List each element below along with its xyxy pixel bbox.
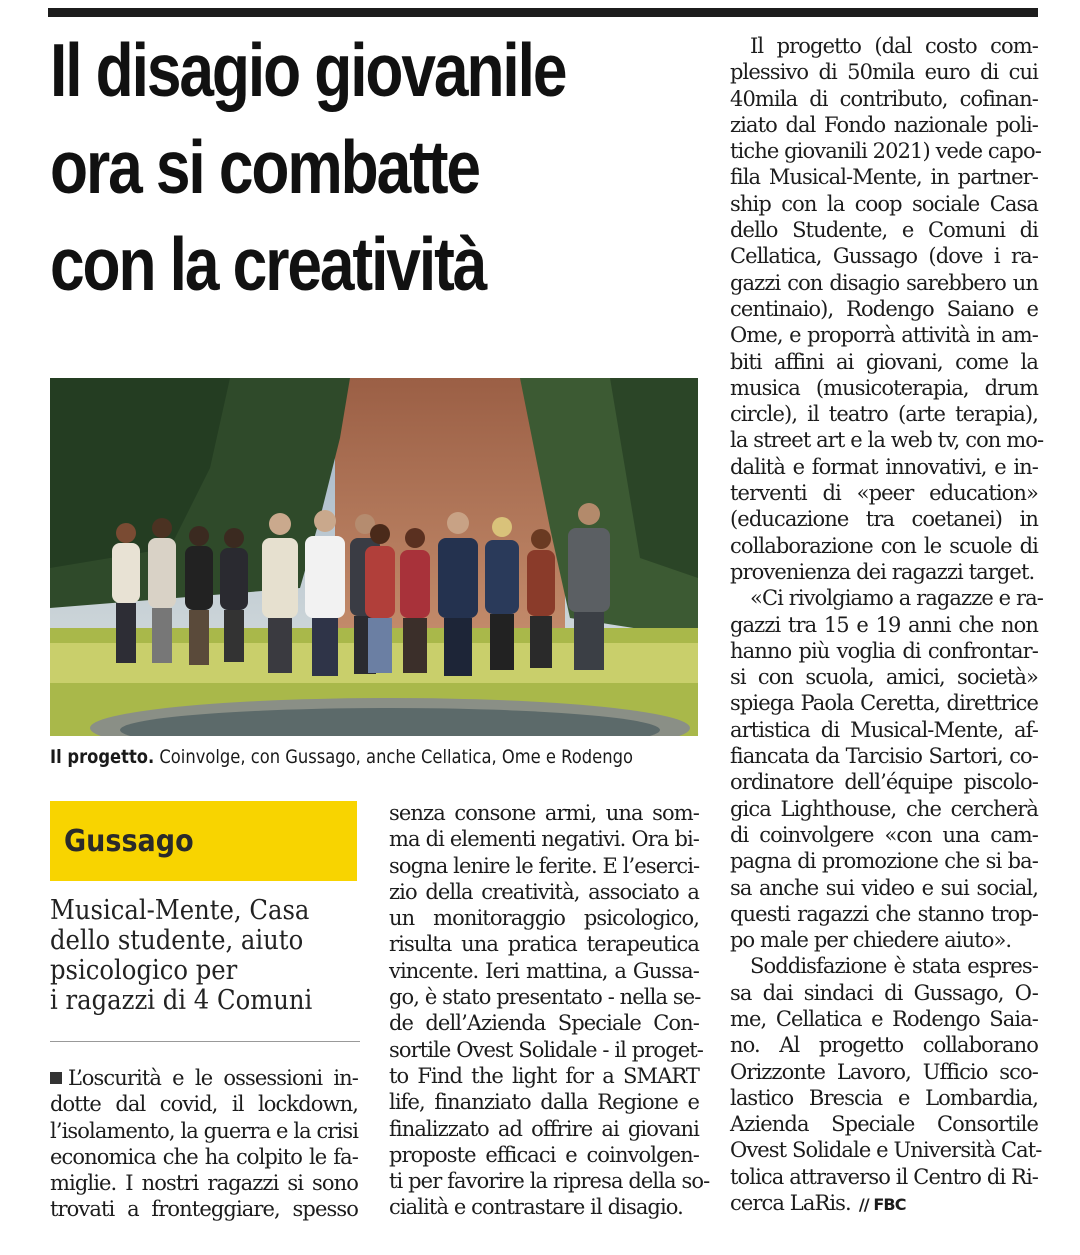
- article-text: l’isolamento, la guerra e la crisi: [50, 1118, 359, 1143]
- article-text: go, è stato presentato - nella se-: [389, 985, 701, 1010]
- article-text: terventi di «peer education»: [730, 481, 1038, 506]
- article-text-line: [730, 138, 1041, 164]
- article-text-line: [389, 800, 699, 826]
- article-text: economica che ha colpito le fa-: [50, 1144, 358, 1169]
- article-text-line: [730, 243, 1038, 269]
- caption-text: Coinvolge, con Gussago, anche Cellatica, Ome e Rodengo: [154, 746, 633, 768]
- article-text-line: [730, 612, 1038, 638]
- article-text-line: [50, 1118, 358, 1144]
- article-text: ship con la coop sociale Casa: [730, 191, 1038, 216]
- article-text: hanno più voglia di confrontar-: [730, 638, 1038, 663]
- headline-line: con la creatività: [50, 222, 486, 306]
- article-text: fila Musical-Mente, in partner-: [730, 165, 1038, 190]
- article-text-line: [730, 480, 1038, 506]
- section-kicker: [50, 801, 357, 881]
- article-text-line: [389, 1116, 699, 1142]
- article-text-line: [389, 905, 699, 931]
- article-text-line: [50, 1091, 358, 1117]
- article-text-line: [730, 1190, 1038, 1218]
- article-text: sa dai sindaci di Gussago, O-: [730, 980, 1038, 1005]
- article-text-line: [730, 796, 1038, 822]
- article-text: life, finanziato dalla Regione e: [389, 1090, 699, 1115]
- article-text: gazzi con disagio sarebbero un: [730, 270, 1038, 295]
- article-text-line: [730, 980, 1038, 1006]
- article-text: gazzi tra 15 e 19 anni che non: [730, 612, 1038, 637]
- article-text: zio della creatività, associato a: [389, 879, 699, 904]
- article-text-line: [730, 401, 1038, 427]
- article-text: si con scuola, amici, società»: [730, 665, 1038, 690]
- article-text: biti affini ai giovani, come la: [730, 349, 1038, 374]
- article-text: artistica di Musical-Mente, af-: [730, 717, 1038, 742]
- article-text-line: [389, 958, 699, 984]
- article-text-line: [730, 559, 1038, 585]
- article-text-line: [730, 296, 1038, 322]
- article-text-line: [730, 1164, 1038, 1190]
- article-text: L’oscurità e le ossessioni in-: [68, 1066, 358, 1090]
- article-text-line: [730, 743, 1038, 769]
- bullet-square-icon: [50, 1072, 62, 1084]
- author-signature: // FBC: [858, 1195, 906, 1215]
- subhead-line: i ragazzi di 4 Comuni: [50, 985, 313, 1016]
- article-text-line: [389, 1063, 699, 1089]
- article-text: me, Cellatica e Rodengo Saia-: [730, 1006, 1038, 1031]
- article-text: spiega Paola Ceretta, direttrice: [730, 691, 1038, 716]
- article-text: miglie. I nostri ragazzi si sono: [50, 1171, 358, 1196]
- article-text-line: [730, 349, 1038, 375]
- article-text-line: [730, 585, 1043, 611]
- article-text: Cellatica, Gussago (dove i ra-: [730, 244, 1038, 269]
- article-text-line: [389, 1168, 710, 1194]
- article-text-line: [50, 1170, 358, 1196]
- article-text: de dell’Azienda Speciale Con-: [389, 1011, 699, 1036]
- article-text: collaborazione con le scuole di: [730, 533, 1038, 558]
- article-text: dalità e format innovativi, e in-: [730, 454, 1038, 479]
- article-column-1: [50, 1065, 358, 1223]
- article-text-line: [730, 454, 1038, 480]
- article-text-line: [730, 1085, 1038, 1111]
- article-text-line: [730, 690, 1038, 716]
- article-text-line: [730, 427, 1044, 453]
- article-text-line: [730, 1059, 1038, 1085]
- caption-lead: Il progetto.: [50, 746, 155, 768]
- article-text-line: [50, 1065, 358, 1091]
- article-column-2: [389, 800, 710, 1221]
- article-text-line: [730, 638, 1038, 664]
- article-text: Soddisfazione è stata espres-: [750, 954, 1038, 979]
- article-text-line: [389, 1037, 703, 1063]
- article-text: to Find the light for a SMART: [389, 1063, 699, 1088]
- article-text-line: [389, 853, 699, 879]
- article-column-3: [730, 33, 1044, 1218]
- article-text: sa anche sui video e sui social,: [730, 875, 1038, 900]
- article-text: sogna lenire le ferite. E l’eserci-: [389, 853, 700, 878]
- article-text-line: [389, 931, 699, 957]
- subhead-line: psicologico per: [50, 955, 238, 986]
- article-text: provenienza dei ragazzi target.: [730, 559, 1035, 584]
- article-text: cialità e contrastare il disagio.: [389, 1195, 683, 1220]
- headline-line: Il disagio giovanile: [50, 28, 566, 112]
- article-text-line: [730, 664, 1038, 690]
- article-text-line: [730, 270, 1038, 296]
- article-text: di coinvolgere «con una cam-: [730, 822, 1038, 847]
- photo-caption: [50, 744, 633, 770]
- article-text-line: [730, 164, 1038, 190]
- article-text: sortile Ovest Solidale - il proget-: [389, 1037, 703, 1062]
- article-text: vincente. Ieri mattina, a Gussa-: [389, 958, 699, 983]
- article-text-line: [730, 822, 1038, 848]
- article-text: dotte dal covid, il lockdown,: [50, 1092, 358, 1117]
- article-text: gica Lighthouse, che cercherà: [730, 796, 1038, 821]
- subhead-line: dello studente, aiuto: [50, 925, 304, 956]
- article-text: pagna di promozione che si ba-: [730, 849, 1038, 874]
- article-text-line: [730, 217, 1038, 243]
- article-text: dello Studente, e Comuni di: [730, 218, 1038, 243]
- headline-line: ora si combatte: [50, 125, 479, 209]
- article-text-line: [730, 33, 1038, 59]
- article-text: cerca LaRis.: [730, 1191, 851, 1216]
- article-text-line: [730, 769, 1038, 795]
- article-text: 40mila di contributo, cofinan-: [730, 86, 1038, 111]
- article-text: centinaio), Rodengo Saiano e: [730, 296, 1038, 321]
- article-text-line: [730, 927, 1038, 953]
- article-text-line: [389, 879, 699, 905]
- article-text: (educazione tra coetanei) in: [730, 507, 1038, 532]
- article-text: Ovest Solidale e Università Cat-: [730, 1138, 1042, 1163]
- article-text-line: [730, 717, 1038, 743]
- article-text-line: [730, 506, 1038, 532]
- article-text: Orizzonte Lavoro, Ufficio sco-: [730, 1059, 1038, 1084]
- top-rule: [48, 8, 1038, 17]
- article-text: Ome, e proporrà attività in am-: [730, 323, 1038, 348]
- headline: [50, 22, 598, 313]
- article-text: ordinatore dell’équipe piscolo-: [730, 770, 1038, 795]
- subhead-line: Musical-Mente, Casa: [50, 895, 310, 926]
- article-text: trovati a fronteggiare, spesso: [50, 1197, 358, 1222]
- article-text: tiche giovanili 2021) vede capo-: [730, 139, 1041, 164]
- article-text: circle), il teatro (arte terapia),: [730, 402, 1038, 427]
- article-text-line: [389, 984, 699, 1010]
- article-text-line: [730, 375, 1038, 401]
- article-text-line: [730, 848, 1038, 874]
- article-text-line: [389, 1010, 699, 1036]
- article-text-line: [389, 1089, 699, 1115]
- article-text-line: [730, 1137, 1042, 1163]
- article-text: po male per chiedere aiuto».: [730, 928, 1012, 953]
- article-text: finalizzato ad offrire ai giovani: [389, 1116, 699, 1141]
- article-text: ti per favorire la ripresa della so-: [389, 1169, 710, 1194]
- article-text-line: [730, 191, 1038, 217]
- article-text-line: [389, 1194, 699, 1220]
- group-photo-image: [50, 378, 698, 736]
- article-text: Il progetto (dal costo com-: [750, 34, 1038, 58]
- article-text-line: [730, 901, 1038, 927]
- article-text-line: [730, 875, 1038, 901]
- article-text: senza consone armi, una som-: [389, 801, 699, 825]
- article-text-line: [50, 1196, 358, 1222]
- article-text: musica (musicoterapia, drum: [730, 375, 1038, 400]
- article-text-line: [730, 1111, 1038, 1137]
- article-text-line: [730, 86, 1038, 112]
- article-text: un monitoraggio psicologico,: [389, 906, 699, 931]
- article-text: tolica attraverso il Centro di Ri-: [730, 1164, 1038, 1189]
- article-text: fiancata da Tarcisio Sartori, co-: [730, 744, 1038, 769]
- article-text: questi ragazzi che stanno trop-: [730, 901, 1038, 926]
- article-text: ziato dal Fondo nazionale poli-: [730, 112, 1038, 137]
- article-text: Azienda Speciale Consortile: [730, 1112, 1038, 1137]
- article-text-line: [730, 533, 1038, 559]
- article-text: la street art e la web tv, con mo-: [730, 428, 1044, 453]
- article-text-line: [50, 1144, 358, 1170]
- article-text: proposte efficaci e coinvolgen-: [389, 1142, 699, 1167]
- article-text: ma di elementi negativi. Ora bi-: [389, 827, 699, 852]
- subhead-divider: [50, 1041, 360, 1042]
- article-text-line: [730, 322, 1038, 348]
- article-text-line: [730, 953, 1038, 979]
- kicker-label: Gussago: [64, 824, 194, 859]
- article-text: «Ci rivolgiamo a ragazze e ra-: [750, 586, 1043, 611]
- article-text: no. Al progetto collaborano: [730, 1033, 1038, 1058]
- article-text: plessivo di 50mila euro di cui: [730, 60, 1038, 85]
- article-text-line: [730, 1032, 1038, 1058]
- article-text: lastico Brescia e Lombardia,: [730, 1085, 1038, 1110]
- article-text-line: [730, 112, 1038, 138]
- article-text-line: [730, 59, 1038, 85]
- article-text-line: [730, 1006, 1038, 1032]
- subheadline: [50, 896, 380, 1016]
- article-text-line: [389, 826, 699, 852]
- article-text-line: [389, 1142, 699, 1168]
- article-text: risulta una pratica terapeutica: [389, 932, 699, 957]
